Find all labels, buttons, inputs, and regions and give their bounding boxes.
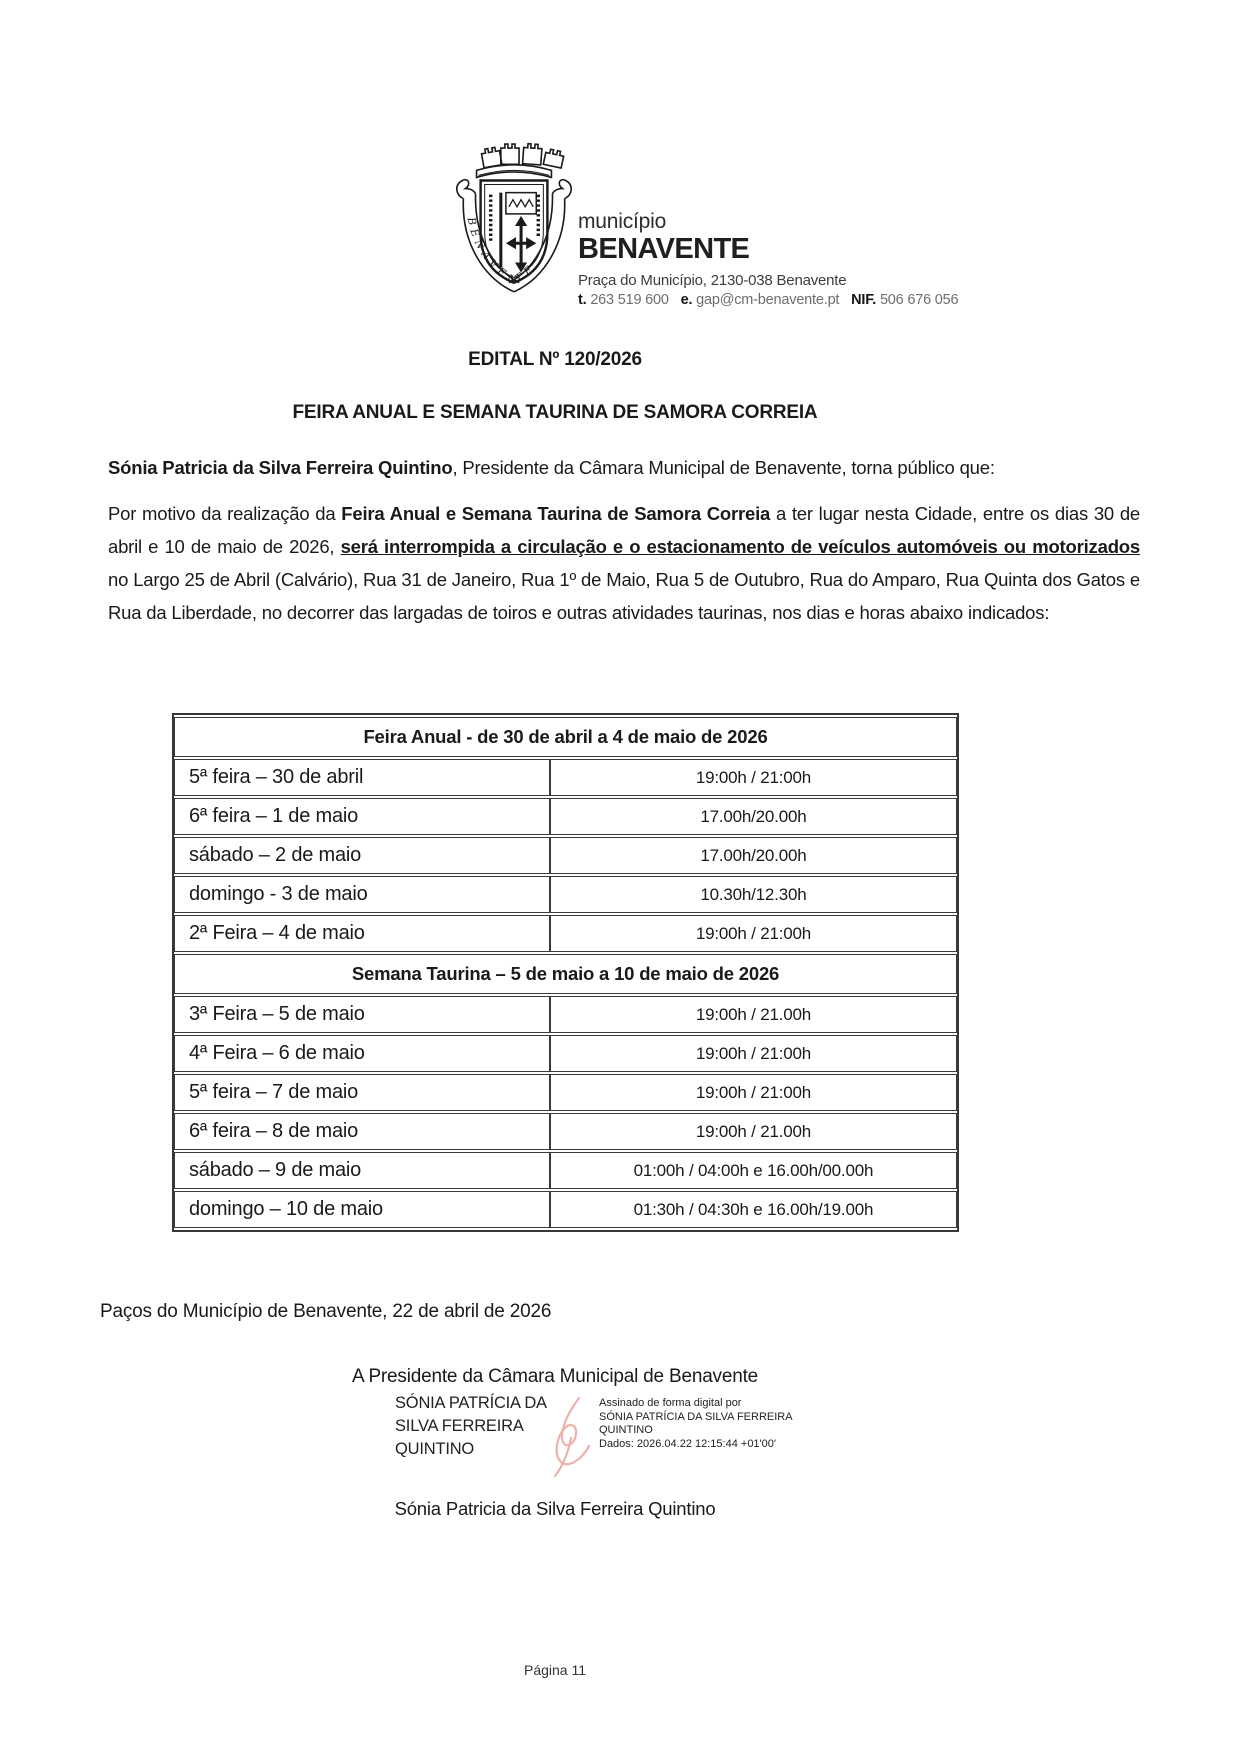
nif-value: 506 676 056	[879, 292, 959, 308]
org-header	[578, 210, 1018, 310]
org-name: BENAVENTE	[578, 233, 750, 265]
table-row	[174, 915, 957, 952]
email-value: gap@cm-benavente.pt	[696, 292, 840, 308]
digital-signature-block	[395, 1392, 793, 1478]
table-cell-day: domingo - 3 de maio	[174, 876, 550, 913]
table-cell-hours: 19:00h / 21:00h	[550, 1074, 957, 1111]
table-section-header: Feira Anual - de 30 de abril a 4 de maio de 2026	[174, 717, 957, 757]
table-cell-day: 3ª Feira – 5 de maio	[174, 996, 550, 1033]
table-cell-hours: 17.00h/20.00h	[550, 798, 957, 835]
table-cell-hours: 19:00h / 21.00h	[550, 996, 957, 1033]
body-paragraph	[108, 497, 1140, 629]
table-row	[174, 798, 957, 835]
body-mid: a ter lugar nesta Cidade, entre os dias 30 de abril e 10 de maio de 2026,	[108, 503, 1141, 557]
signature-note-line3: QUINTINO	[599, 1424, 653, 1436]
event-name-bold: Feira Anual e Semana Taurina de Samora Correia	[341, 503, 771, 524]
table-cell-hours: 01:30h / 04:30h e 16.00h/19.00h	[550, 1191, 957, 1228]
signature-caps-line1: SÓNIA PATRÍCIA DA	[395, 1394, 547, 1412]
schedule-table-body	[174, 717, 957, 1228]
table-row	[174, 837, 957, 874]
table-cell-day: 6ª feira – 1 de maio	[174, 798, 550, 835]
schedule-table	[172, 713, 959, 1232]
table-cell-hours: 19:00h / 21:00h	[550, 1035, 957, 1072]
table-row	[174, 996, 957, 1033]
president-name: Sónia Patricia da Silva Ferreira Quintino	[108, 457, 453, 478]
table-row	[174, 759, 957, 796]
org-contact	[578, 291, 1018, 310]
table-section-header-row	[174, 717, 957, 757]
page-number: Página 11	[523, 1662, 586, 1678]
signature-flourish-icon	[549, 1392, 593, 1478]
table-cell-hours: 19:00h / 21:00h	[550, 759, 957, 796]
table-cell-hours: 10.30h/12.30h	[550, 876, 957, 913]
table-cell-day: sábado – 9 de maio	[174, 1152, 550, 1189]
body-start: Por motivo da realização da	[108, 503, 342, 524]
president-role-line: A Presidente da Câmara Municipal de Benavente	[351, 1366, 759, 1387]
subject-title: FEIRA ANUAL E SEMANA TAURINA DE SAMORA CORREIA	[292, 402, 818, 423]
table-cell-day: 2ª Feira – 4 de maio	[174, 915, 550, 952]
table-row	[174, 876, 957, 913]
table-row	[174, 1074, 957, 1111]
table-cell-day: domingo – 10 de maio	[174, 1191, 550, 1228]
intro-rest: , Presidente da Câmara Municipal de Benavente, torna público que:	[452, 457, 995, 478]
org-address: Praça do Município, 2130-038 Benavente	[578, 272, 847, 289]
table-cell-hours: 17.00h/20.00h	[550, 837, 957, 874]
table-row	[174, 1113, 957, 1150]
table-cell-day: 5ª feira – 30 de abril	[174, 759, 550, 796]
table-cell-hours: 19:00h / 21:00h	[550, 915, 957, 952]
intro-paragraph	[108, 453, 1140, 483]
edital-title: EDITAL Nº 120/2026	[468, 349, 642, 370]
signer-printed-name: Sónia Patricia da Silva Ferreira Quintino	[394, 1498, 716, 1519]
org-small-label: município	[578, 210, 667, 233]
phone-value: 263 519 600	[590, 292, 669, 308]
table-cell-day: 6ª feira – 8 de maio	[174, 1113, 550, 1150]
place-date-line: Paços do Município de Benavente, 22 de abril de 2026	[100, 1301, 552, 1322]
table-cell-day: 5ª feira – 7 de maio	[174, 1074, 550, 1111]
table-cell-hours: 01:00h / 04:00h e 16.00h/00.00h	[550, 1152, 957, 1189]
table-row	[174, 1035, 957, 1072]
signature-note-line2: SÓNIA PATRÍCIA DA SILVA FERREIRA	[599, 1410, 793, 1423]
table-row	[174, 1152, 957, 1189]
table-cell-day: sábado – 2 de maio	[174, 837, 550, 874]
signature-note-line4: Dados: 2026.04.22 12:15:44 +01'00'	[599, 1437, 776, 1450]
nif-label: NIF.	[851, 292, 877, 308]
table-section-header-row	[174, 954, 957, 994]
phone-label: t.	[578, 292, 587, 308]
crest-banner-text: BENAVENTE	[464, 216, 539, 290]
signature-note-line1: Assinado de forma digital por	[599, 1397, 742, 1409]
table-cell-day: 4ª Feira – 6 de maio	[174, 1035, 550, 1072]
restriction-bold-underline: será interrompida a circulação e o estacionamento de veículos automóveis ou motorizados	[340, 536, 1140, 557]
table-cell-hours: 19:00h / 21.00h	[550, 1113, 957, 1150]
digital-signature-note	[599, 1392, 793, 1451]
email-label: e.	[680, 292, 693, 308]
signature-caps-line3: QUINTINO	[395, 1440, 475, 1458]
table-row	[174, 1191, 957, 1228]
signature-caps-line2: SILVA FERREIRA	[395, 1417, 524, 1435]
table-section-header: Semana Taurina – 5 de maio a 10 de maio de 2026	[174, 954, 957, 994]
benavente-coat-of-arms-icon	[450, 140, 578, 308]
signature-name-caps	[395, 1392, 547, 1461]
body-end: no Largo 25 de Abril (Calvário), Rua 31 de Janeiro, Rua 1º de Maio, Rua 5 de Outubro, Rua do Amparo, Rua Quinta dos Gatos e Rua da Liberdade, no decorrer das largadas de toiros e outras atividades taurinas, nos dias e horas abaixo indicados:	[108, 569, 1140, 623]
